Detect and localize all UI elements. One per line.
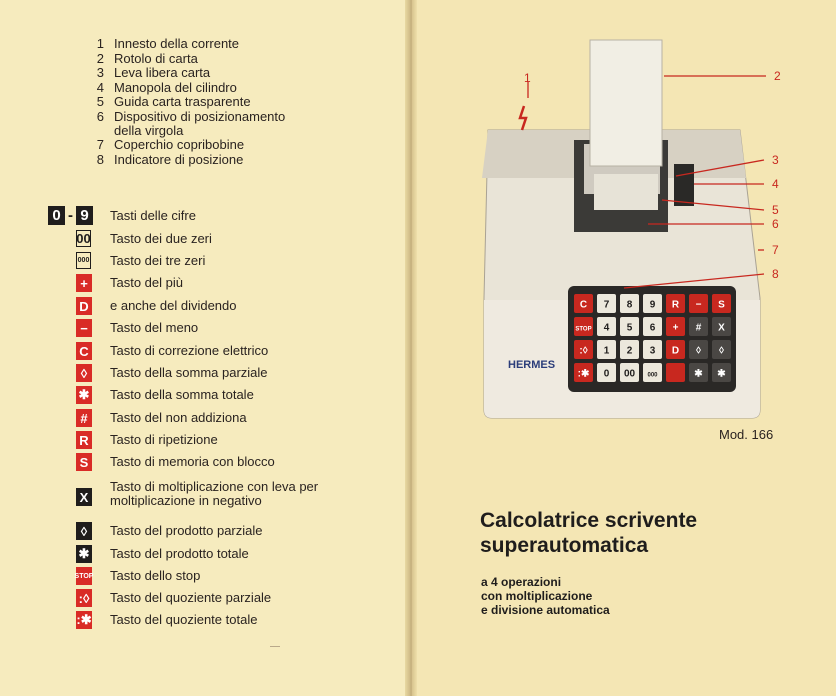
keypad-key-label: 7 — [603, 299, 610, 311]
keypad-key-label: 00 — [623, 368, 636, 380]
key-label: Tasto del quoziente parziale — [110, 590, 272, 605]
multiply-key-icon: X — [76, 488, 92, 506]
keypad-key-label: ◊ — [719, 345, 724, 357]
keypad-key-label: ✱ — [694, 368, 703, 380]
callout-number: 2 — [774, 69, 781, 83]
keypad-key-label: X — [718, 322, 725, 334]
callout-number: 6 — [772, 217, 779, 231]
keypad-key-label: 3 — [649, 345, 656, 357]
triple-zero-key-icon: 000 — [76, 252, 91, 269]
digits-key-row: 0 - 9 Tasti delle cifre — [48, 205, 348, 227]
subtotal-key-icon: ◊ — [76, 364, 92, 382]
key-row — [48, 587, 348, 609]
key-row — [48, 520, 348, 542]
keypad-key-label: 9 — [649, 299, 656, 311]
key-label: Tasto dei tre zeri — [110, 253, 206, 268]
keypad-key-label: 000 — [647, 372, 658, 379]
keypad-key-label: ◊ — [696, 345, 701, 357]
page-mark — [270, 646, 280, 647]
legend-item: 5 Guida carta trasparente — [96, 94, 251, 109]
keypad-key-label: 4 — [603, 322, 610, 334]
key-row — [48, 228, 348, 250]
key-label: Tasto del prodotto totale — [110, 546, 249, 561]
total-product-key-icon: ✱ — [76, 545, 92, 563]
key-label: e anche del dividendo — [110, 298, 237, 313]
key-row — [48, 362, 348, 384]
key-label: Tasto dello stop — [110, 568, 201, 583]
total-quotient-key-icon: :✱ — [76, 612, 92, 627]
keypad-key-label: :✱ — [577, 368, 590, 380]
key-row — [48, 250, 348, 272]
key-row — [48, 295, 348, 317]
callout-number: 3 — [772, 153, 779, 167]
key-label: Tasto di memoria con blocco — [110, 454, 275, 469]
key-label: Tasto della somma totale — [110, 387, 254, 402]
key-label: Tasto del quoziente totale — [110, 612, 258, 627]
legend-item: 1 Innesto della corrente — [96, 36, 240, 51]
partial-product-key-icon: ◊ — [76, 522, 92, 540]
keypad-key-label: STOP — [575, 326, 592, 333]
key-label: Tasto di correzione elettrico — [110, 343, 269, 358]
keypad-key-label: 1 — [603, 345, 610, 357]
repeat-key-icon: R — [76, 431, 92, 449]
keypad-key-label: R — [671, 299, 680, 311]
keypad-key-label: S — [718, 299, 725, 311]
key-row — [48, 384, 348, 406]
keypad-key — [666, 363, 685, 382]
legend-item: 8 Indicatore di posizione — [96, 151, 244, 167]
book-gutter — [405, 0, 417, 696]
keypad-key-label: D — [671, 345, 680, 357]
digit-keys-icon: 0 - 9 — [48, 206, 93, 225]
keypad-key-label: C — [579, 299, 588, 311]
keypad-key-label: :◊ — [579, 345, 588, 357]
key-row — [48, 317, 348, 339]
memory-lock-key-icon: S — [76, 453, 92, 471]
key-row — [48, 272, 348, 294]
legend-item: 2 Rotolo di carta — [96, 50, 198, 66]
keypad-key-label: 8 — [626, 299, 633, 311]
double-zero-key-icon: 00 — [76, 231, 91, 246]
legend-item: 3 Leva libera carta — [96, 65, 211, 80]
minus-key-icon: − — [76, 319, 92, 337]
key-label: Tasto della somma parziale — [110, 365, 268, 380]
key-row — [48, 340, 348, 362]
key-row — [48, 565, 348, 587]
correction-key-icon: C — [76, 342, 92, 360]
key-label: Tasto del non addiziona — [110, 410, 247, 425]
page-subtitle: a 4 operazioni con moltiplicazione e divisione automatica — [481, 575, 610, 617]
non-add-key-icon: # — [76, 409, 92, 427]
keypad-key-label: ✱ — [717, 368, 726, 380]
key-label: Tasto di ripetizione — [110, 432, 218, 447]
partial-quotient-key-icon: :◊ — [76, 589, 92, 607]
callout-number: 5 — [772, 203, 779, 217]
key-row — [48, 609, 348, 631]
key-row — [48, 479, 348, 508]
key-label: Tasto del più — [110, 275, 183, 290]
calculator-illustration — [468, 38, 788, 426]
keypad-key-label: 6 — [649, 322, 656, 334]
keypad-key-label: 5 — [626, 322, 633, 334]
callout-number: 4 — [772, 177, 779, 191]
key-label: Tasto del meno — [110, 320, 199, 335]
keypad-key-label: 2 — [626, 345, 633, 357]
dividend-key-icon: D — [76, 297, 92, 315]
key-label: Tasto dei due zeri — [110, 231, 212, 246]
keypad-key-label: − — [695, 299, 702, 311]
callout-number: 7 — [772, 243, 779, 257]
legend-item: 4 Manopola del cilindro — [96, 79, 237, 95]
key-row — [48, 543, 348, 565]
plus-key-icon: + — [76, 274, 92, 292]
key-label: Tasto di moltiplicazione con leva per moltiplicazione in negativo — [110, 479, 319, 508]
keypad-key-label: # — [695, 322, 702, 334]
key-row — [48, 429, 348, 451]
model-label: Mod. 166 — [719, 427, 774, 442]
key-row — [48, 451, 348, 473]
callout-number: 8 — [772, 267, 779, 281]
key-label: Tasto del prodotto parziale — [110, 523, 263, 538]
stop-key-icon: STOP — [76, 567, 92, 585]
key-row — [48, 407, 348, 429]
brand-logo: HERMES — [508, 359, 556, 371]
total-key-icon: ✱ — [76, 386, 92, 404]
legend-item: 6 Dispositivo di posizionamento della virgola — [96, 108, 286, 138]
keypad-key-label: + — [672, 322, 679, 334]
keypad-key-label: 0 — [603, 368, 610, 380]
callout-number: 1 — [524, 71, 531, 85]
page-title: Calcolatrice scrivente superautomatica — [480, 509, 698, 557]
legend-item: 7 Coperchio copribobine — [96, 137, 245, 152]
